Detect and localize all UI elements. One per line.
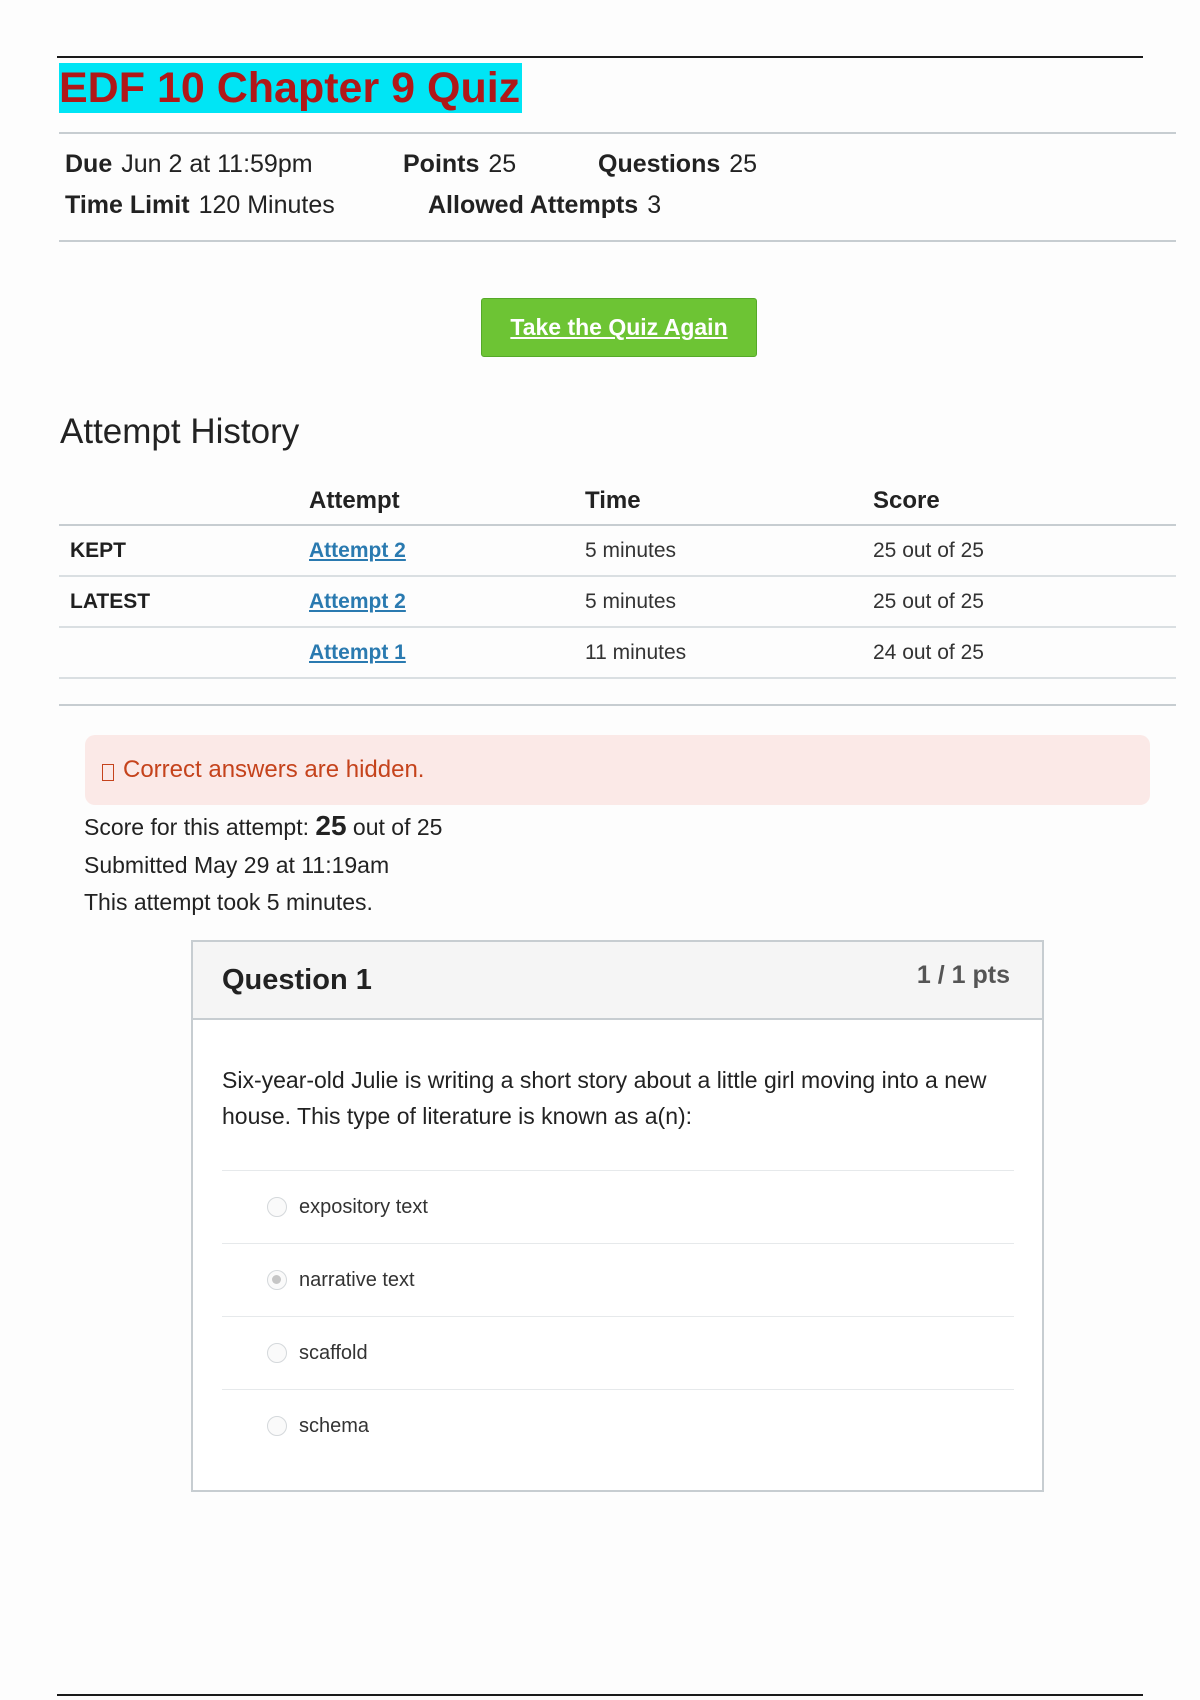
answer-option[interactable]	[222, 1389, 1014, 1462]
header-divider	[59, 132, 1176, 134]
attempt-time: 5 minutes	[585, 576, 873, 627]
hidden-answers-alert	[85, 735, 1150, 805]
allowed-attempts-info	[428, 191, 661, 220]
answer-option[interactable]	[222, 1316, 1014, 1389]
allowed-attempts-label: Allowed Attempts	[428, 191, 639, 219]
attempt-time: 5 minutes	[585, 525, 873, 576]
questions-info	[598, 150, 757, 179]
top-rule	[57, 56, 1143, 58]
questions-label: Questions	[598, 150, 721, 178]
row-status-label: LATEST	[59, 576, 309, 627]
attempt-time: 11 minutes	[585, 627, 873, 678]
attempt-score: 25 out of 25	[873, 576, 1176, 627]
submitted-line: Submitted May 29 at 11:19am	[84, 852, 390, 878]
time-limit-info	[65, 191, 335, 220]
answer-list	[222, 1170, 1014, 1462]
allowed-attempts-value: 3	[647, 191, 662, 219]
answer-label: scaffold	[299, 1341, 368, 1364]
row-status-label	[59, 627, 309, 678]
table-row	[59, 576, 1176, 627]
score-prefix: Score for this attempt:	[84, 814, 309, 840]
column-header-score: Score	[873, 478, 1176, 525]
due-value: Jun 2 at 11:59pm	[121, 150, 313, 178]
table-row	[59, 525, 1176, 576]
attempt-history-table	[59, 478, 1176, 679]
question-title: Question 1	[222, 964, 372, 996]
answer-option[interactable]	[222, 1243, 1014, 1316]
question-points: 1 / 1 pts	[916, 961, 1010, 989]
info-icon	[102, 764, 114, 781]
score-value: 25	[315, 810, 347, 841]
radio-button[interactable]	[267, 1416, 287, 1436]
quiz-title: EDF 10 Chapter 9 Quiz	[59, 64, 521, 112]
alert-text: Correct answers are hidden.	[123, 756, 425, 783]
question-header	[193, 942, 1042, 1020]
due-label: Due	[65, 150, 113, 178]
radio-button[interactable]	[267, 1343, 287, 1363]
points-value: 25	[488, 150, 517, 178]
attempt-score: 25 out of 25	[873, 525, 1176, 576]
duration-line: This attempt took 5 minutes.	[84, 889, 373, 915]
time-limit-value: 120 Minutes	[198, 191, 335, 219]
column-header-attempt: Attempt	[309, 478, 585, 525]
take-quiz-again-button[interactable]: Take the Quiz Again	[481, 298, 757, 357]
quiz-title-wrap	[59, 63, 522, 113]
history-divider	[59, 704, 1176, 706]
column-header-status	[59, 478, 309, 525]
attempt-link[interactable]: Attempt 2	[309, 538, 406, 562]
answer-label: expository text	[299, 1195, 428, 1218]
points-label: Points	[403, 150, 480, 178]
score-suffix: out of 25	[352, 814, 443, 840]
table-row	[59, 627, 1176, 678]
meta-divider	[59, 240, 1176, 242]
attempt-link[interactable]: Attempt 1	[309, 640, 406, 664]
answer-option[interactable]	[222, 1170, 1014, 1243]
attempt-score-line	[84, 810, 442, 842]
table-header-row	[59, 478, 1176, 525]
attempt-history-heading: Attempt History	[60, 412, 300, 451]
radio-button[interactable]	[267, 1270, 287, 1290]
answer-label: schema	[299, 1414, 370, 1437]
time-limit-label: Time Limit	[65, 191, 190, 219]
column-header-time: Time	[585, 478, 873, 525]
question-text: Six-year-old Julie is writing a short story about a little girl moving into a new house. This type of literature is known as a(n):	[222, 1067, 987, 1129]
attempt-link[interactable]: Attempt 2	[309, 589, 406, 613]
points-info	[403, 150, 516, 179]
attempt-score: 24 out of 25	[873, 627, 1176, 678]
bottom-rule	[57, 1694, 1143, 1696]
radio-button[interactable]	[267, 1197, 287, 1217]
question-card	[191, 940, 1044, 1492]
answer-label: narrative text	[299, 1268, 415, 1291]
row-status-label: KEPT	[59, 525, 309, 576]
due-info	[65, 150, 313, 179]
questions-value: 25	[729, 150, 758, 178]
